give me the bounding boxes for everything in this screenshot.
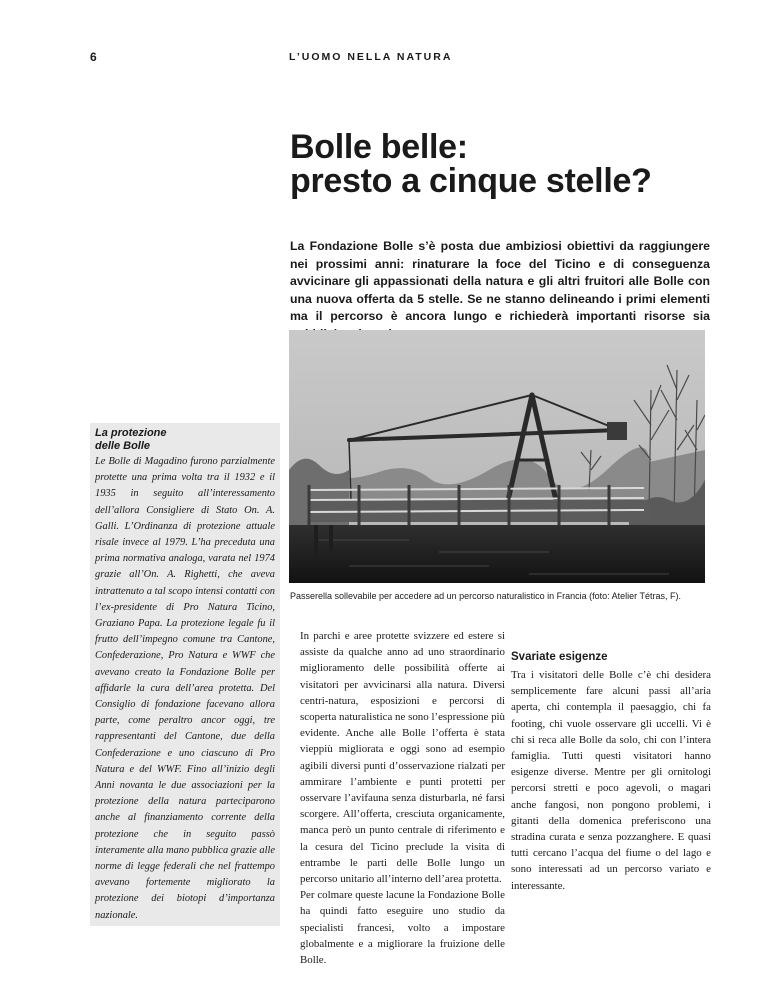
sidebar-box: [90, 423, 280, 926]
title-line-1: Bolle belle:: [290, 128, 468, 166]
body-column-2: [511, 628, 711, 894]
photo-caption: Passerella sollevabile per accedere ad un percorso naturalistico in Francia (foto: Atelier Tétras, F).: [290, 591, 682, 601]
sidebar-heading-line-1: La protezione: [95, 427, 167, 439]
body-column-1: [300, 628, 505, 968]
body-paragraph-2: Per colmare queste lacune la Fondazione Bolle ha quindi fatto eseguire uno studio da specialisti francesi, volto a impostare globalmente e a migliorare la fruizione delle Bolle.: [300, 889, 505, 967]
body-paragraph-1: In parchi e aree protette svizzere ed estere si assiste da qualche anno ad uno straordinario miglioramento delle possibilità offerte ai visitatori per avvicinarsi alla natura. Diversi centri-natura, esposizioni e percorsi di scoperta naturalistica ne sono l’espressione più evidente. Anche alle Bolle l’offerta è stata vieppiù migliorata e oggi sono ad esempio agibili diversi punti d’osservazione rialzati per ammirare l’ambiente e punti protetti per osservare l’avifauna senza disturbarla, né farsi scorgere. All’offerta, cresciuta organicamente, manca però un punto centrale di riferimento e la cesura del Ticino preclude la visita di entrambe le parti delle Bolle lungo un percorso unitario all’interno dell’area protetta.: [300, 630, 505, 886]
title-line-2: presto a cinque stelle?: [290, 162, 652, 200]
running-head: L’UOMO NELLA NATURA: [289, 51, 453, 63]
body-paragraph-3: Tra i visitatori delle Bolle c’è chi desidera semplicemente fare alcuni passi all’aria aperta, chi contempla il paesaggio, chi fa footing, chi vuole osservare gli uccelli. Vi è chi si reca alle Bolle da solo, chi con l’intera famiglia. Tutti questi visitatori hanno esigenze diverse. Mentre per gli ornitologi percorsi stretti e poco agevoli, o magari anche fangosi, non pongono problemi, i gitanti della domenica preferiscono una stradina curata e senza pozzanghere. E quasi tutti cercano l’acqua del fiume o del lago e sono interessati ad un percorso variato e interessante.: [511, 669, 711, 892]
drawbridge-photo: [289, 330, 705, 583]
article-lead: La Fondazione Bolle s’è posta due ambiziosi obiettivi da raggiungere nei prossimi anni: rinaturare la foce del Ticino e di conseguenza avvicinare gli appassionati della natura e gli altri fruitori alle Bolle con una nuova offerta da 5 stelle. Se ne stanno delineando i primi elementi ma il percorso è ancora lungo e richiederà importanti risorse sia: [290, 239, 710, 324]
sidebar-heading-line-2: delle Bolle: [95, 440, 151, 452]
sidebar-heading: [95, 427, 275, 453]
sidebar-text: Le Bolle di Magadino furono parzialmente protette una prima volta tra il 1932 e il 1935 in seguito all’interessamento dell’allora Consigliere di Stato On. A. Galli. L’Ordinanza di protezione attuale risale invece al 1979. L’ha preceduta una prima normativa analoga, varata nel 1974 grazie all’On. A. Righetti, che aveva intrattenuto a tal scopo intensi contatti con l’ex-presidente di Pro Natura Ticino, Graziano Papa. La protezione legale fu il frutto dell’impegno comune tra Cantone, Confederazione, Pro Natura e WWF che avevano creato la Fondazione Bolle per affidarle la cura dell’area protetta. Del Consiglio di fondazione facevano allora parte, come peraltro ancor oggi, tre rappresentanti del Cantone, due della Confederazione e uno ciascuno di Pro Natura e del WWF. Fino all’inizio degli Anni novanta le due associazioni per la protezione della natura parteciparono anche al finanziamento corrente della protezione che in seguito passò interamente alla mano pubblica grazie alle norme di legge federali che nel frattempo avevano fortemente migliorato la protezione dei biotopi d’importanza nazionale.: [95, 456, 275, 921]
section-heading: Svariate esigenze: [511, 651, 608, 663]
page-number: 6: [90, 50, 97, 64]
article-title: [290, 130, 652, 198]
